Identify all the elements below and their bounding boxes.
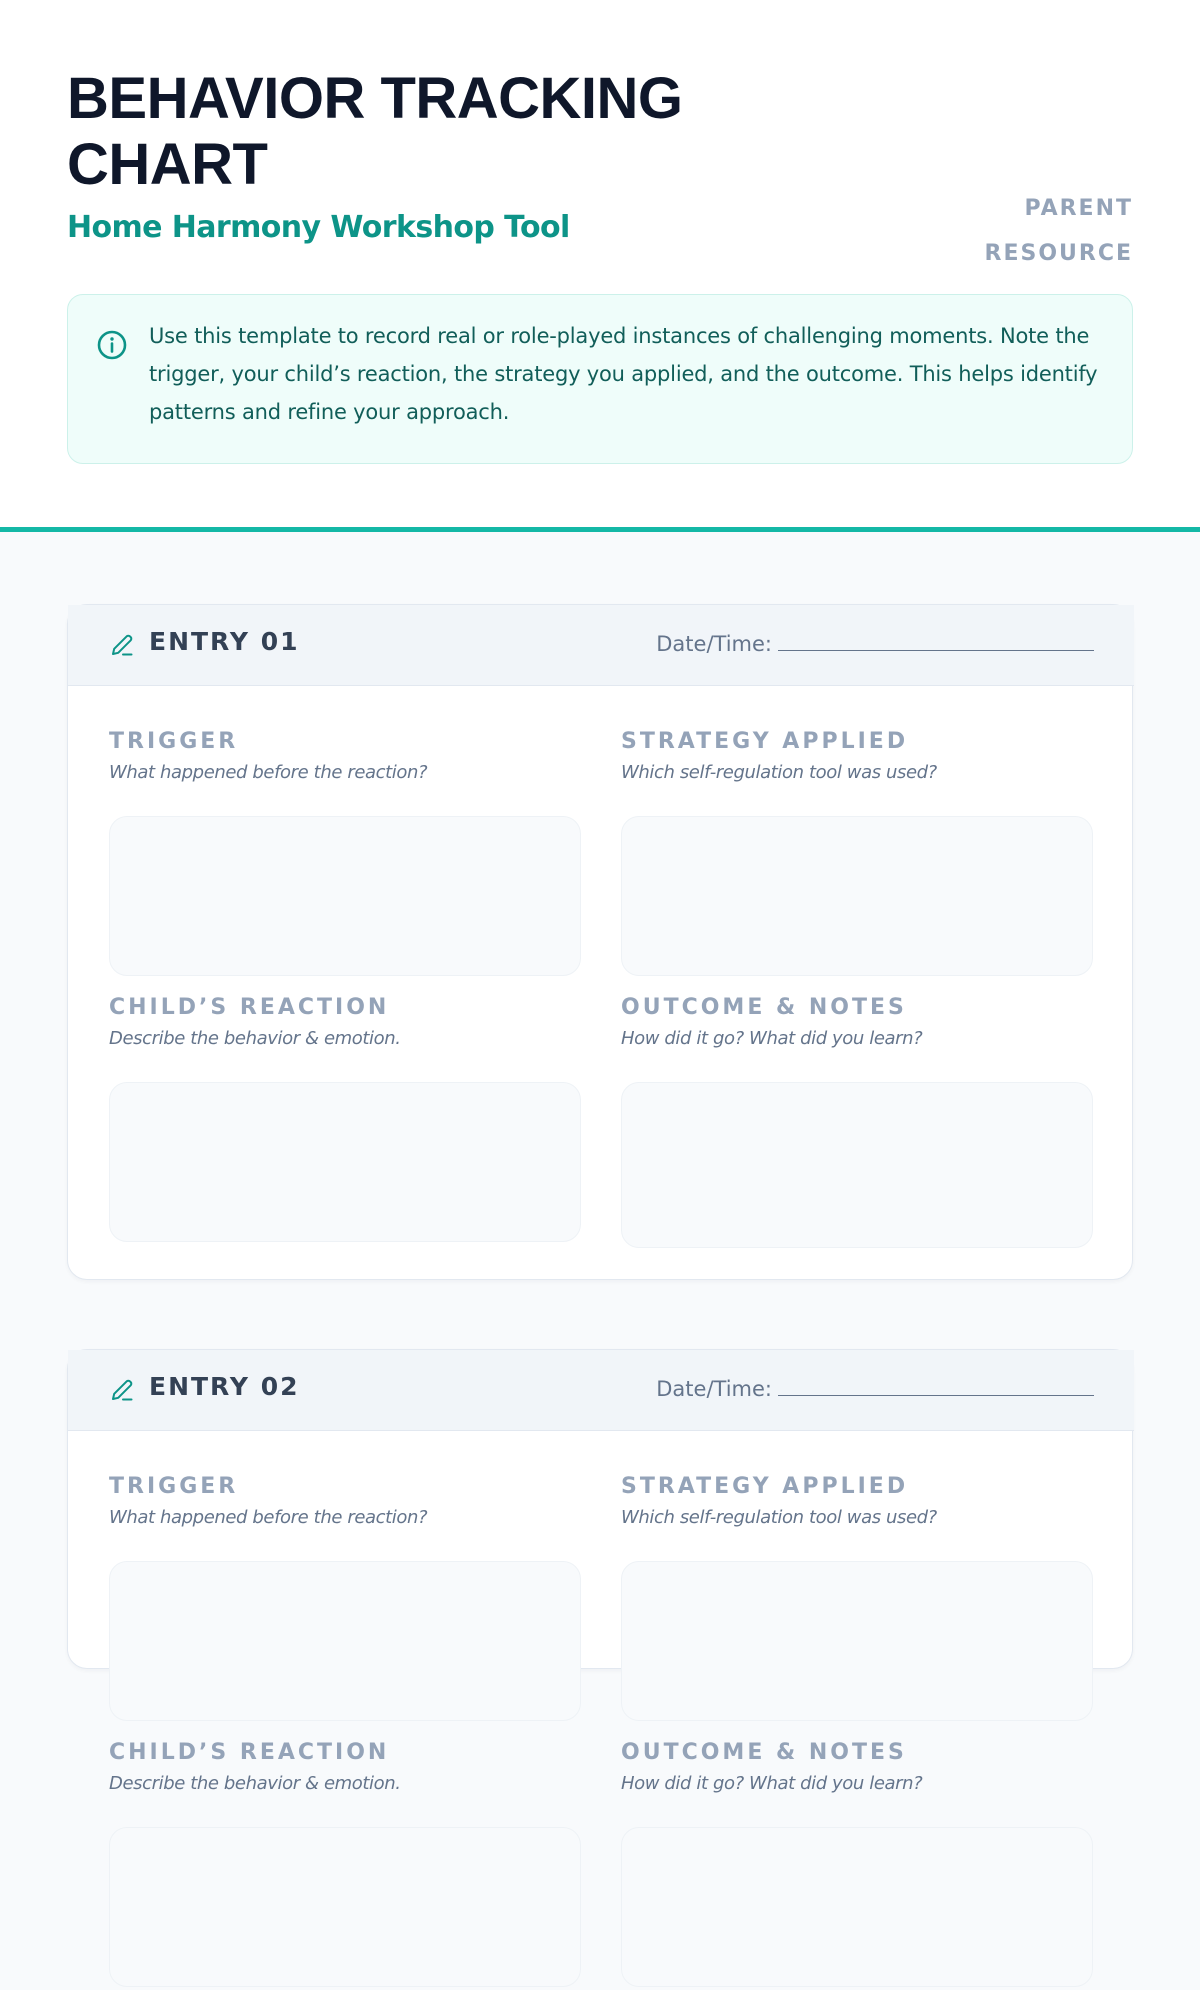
date-time-label: Date/Time: xyxy=(656,632,772,656)
entry-title: ENTRY 02 xyxy=(149,1372,300,1401)
field-label: STRATEGY APPLIED xyxy=(621,729,909,754)
field-help: Which self-regulation tool was used? xyxy=(621,1507,937,1528)
badge-line-1: PARENT xyxy=(1024,196,1133,221)
date-time-label: Date/Time: xyxy=(656,1377,772,1401)
page-title-line-2: CHART xyxy=(67,132,268,197)
trigger-field xyxy=(109,729,581,979)
info-icon xyxy=(96,329,128,361)
date-time-field[interactable] xyxy=(656,1376,1094,1401)
outcome-field xyxy=(621,1740,1093,1990)
field-help: Which self-regulation tool was used? xyxy=(621,762,937,783)
entry-card-01 xyxy=(67,604,1133,1280)
entry-card-02 xyxy=(67,1349,1133,1794)
date-time-field[interactable] xyxy=(656,631,1094,656)
field-help: How did it go? What did you learn? xyxy=(621,1028,923,1049)
outcome-input-box[interactable] xyxy=(621,1827,1093,1987)
trigger-input-box[interactable] xyxy=(109,1561,581,1721)
page-subtitle: Home Harmony Workshop Tool xyxy=(67,210,570,245)
entry-header xyxy=(68,605,1134,686)
field-label: OUTCOME & NOTES xyxy=(621,1740,907,1765)
badge-line-2: RESOURCE xyxy=(984,241,1133,266)
reaction-field xyxy=(109,995,581,1245)
strategy-input-box[interactable] xyxy=(621,1561,1093,1721)
date-time-blank[interactable] xyxy=(778,631,1094,651)
entry-header xyxy=(68,1350,1134,1431)
resource-badge xyxy=(933,186,1133,276)
field-help: How did it go? What did you learn? xyxy=(621,1773,923,1794)
page-title xyxy=(67,66,827,198)
page-title-line-1: BEHAVIOR TRACKING xyxy=(67,66,683,131)
pencil-icon xyxy=(109,1377,135,1403)
field-help: What happened before the reaction? xyxy=(109,1507,428,1528)
trigger-input-box[interactable] xyxy=(109,816,581,976)
outcome-field xyxy=(621,995,1093,1245)
strategy-field xyxy=(621,729,1093,979)
reaction-input-box[interactable] xyxy=(109,1082,581,1242)
info-callout xyxy=(67,294,1133,464)
trigger-field xyxy=(109,1474,581,1724)
strategy-input-box[interactable] xyxy=(621,816,1093,976)
field-label: OUTCOME & NOTES xyxy=(621,995,907,1020)
pencil-icon xyxy=(109,632,135,658)
field-label: TRIGGER xyxy=(109,1474,239,1499)
field-label: TRIGGER xyxy=(109,729,239,754)
field-label: CHILD’S REACTION xyxy=(109,1740,390,1765)
reaction-input-box[interactable] xyxy=(109,1827,581,1987)
field-help: Describe the behavior & emotion. xyxy=(109,1028,401,1049)
outcome-input-box[interactable] xyxy=(621,1082,1093,1248)
field-label: CHILD’S REACTION xyxy=(109,995,390,1020)
info-text: Use this template to record real or role-played instances of challenging moments. Note the trigger, your child’s reaction, the strategy you applied, and the outcome. This helps identify patterns and refine your approach. xyxy=(149,324,1098,424)
field-help: What happened before the reaction? xyxy=(109,762,428,783)
strategy-field xyxy=(621,1474,1093,1724)
page-header xyxy=(0,0,1200,532)
date-time-blank[interactable] xyxy=(778,1376,1094,1396)
field-label: STRATEGY APPLIED xyxy=(621,1474,909,1499)
reaction-field xyxy=(109,1740,581,1990)
entry-title: ENTRY 01 xyxy=(149,627,300,656)
field-help: Describe the behavior & emotion. xyxy=(109,1773,401,1794)
